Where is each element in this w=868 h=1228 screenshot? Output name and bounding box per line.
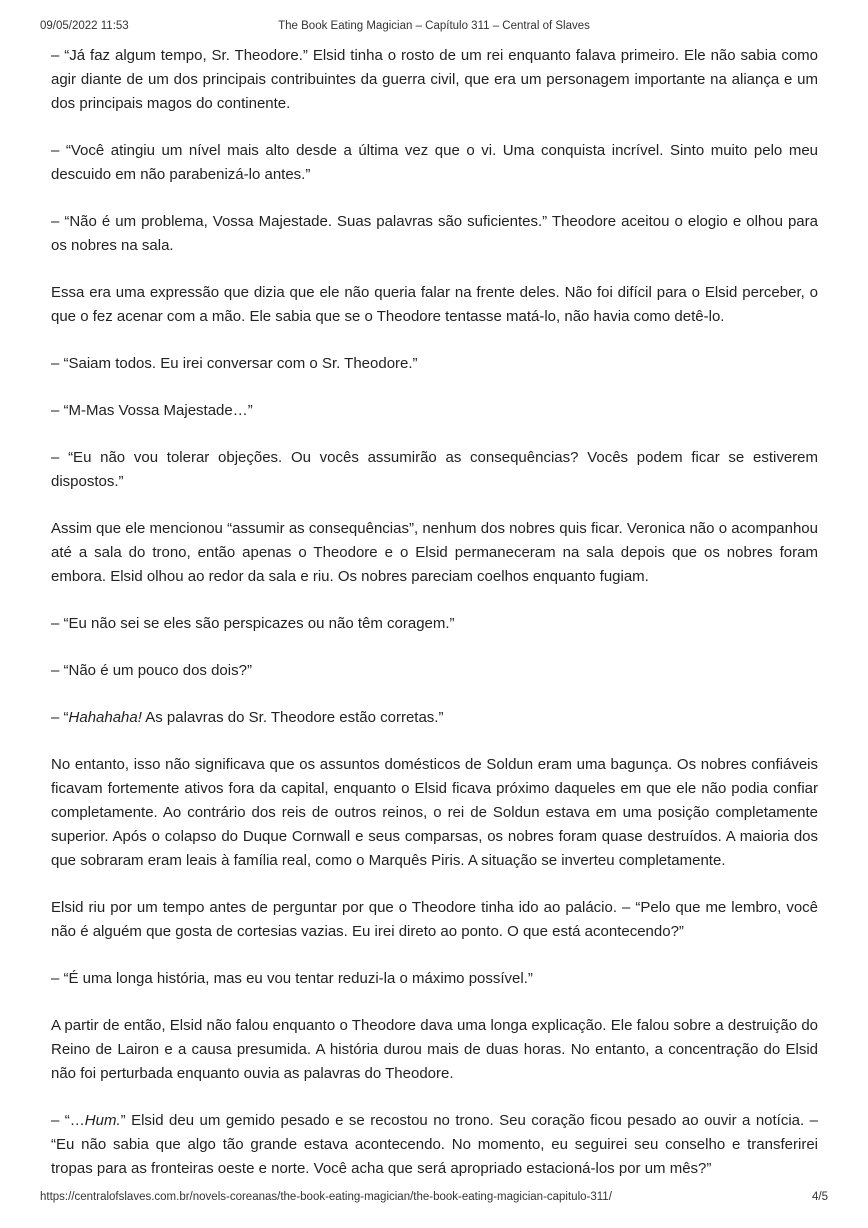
paragraph: Essa era uma expressão que dizia que ele não queria falar na frente deles. Não foi difícil para o Elsid perceber, o que o fez acenar com a mão. Ele sabia que se o Theodore tentasse matá-lo, não havia como detê-lo. xyxy=(51,284,818,325)
page-header xyxy=(0,20,868,36)
paragraph: – “Você atingiu um nível mais alto desde a última vez que o vi. Uma conquista incrível. Sinto muito pelo meu descuido em não parabenizá-lo antes.” xyxy=(51,142,818,183)
paragraph: Elsid riu por um tempo antes de perguntar por que o Theodore tinha ido ao palácio. – “Pelo que me lembro, você não é alguém que gosta de cortesias vazias. Eu irei direto ao ponto. O que está acontecendo?” xyxy=(51,899,818,940)
paragraph: – “É uma longa história, mas eu vou tentar reduzi-la o máximo possível.” xyxy=(51,970,533,987)
source-url[interactable]: https://centralofslaves.com.br/novels-coreanas/the-book-eating-magician/the-book-eating-magician-capitulo-311/ xyxy=(40,1191,612,1203)
page-title: The Book Eating Magician – Capítulo 311 – Central of Slaves xyxy=(278,20,590,32)
paragraph: – “…Hum.” Elsid deu um gemido pesado e se recostou no trono. Seu coração ficou pesado ao ouvir a notícia. – “Eu não sabia que algo tão grande estava acontecendo. No momento, eu seguirei seu conselho e transferirei tropas para as fronteiras oeste e norte. Você acha que será apropriado estacioná-los por um mês?” xyxy=(51,1112,818,1177)
paragraph: – “Eu não vou tolerar objeções. Ou vocês assumirão as consequências? Vocês podem ficar se estiverem dispostos.” xyxy=(51,449,818,490)
paragraph: – “M-Mas Vossa Majestade…” xyxy=(51,402,253,419)
paragraph: – “Saiam todos. Eu irei conversar com o Sr. Theodore.” xyxy=(51,355,418,372)
paragraph: – “Já faz algum tempo, Sr. Theodore.” Elsid tinha o rosto de um rei enquanto falava primeiro. Ele não sabia como agir diante de um dos principais contribuintes da guerra civil, que era um personagem importante na aliança e um dos principais magos do continente. xyxy=(51,47,818,112)
paragraph: – “Não é um pouco dos dois?” xyxy=(51,662,252,679)
paragraph: – “Eu não sei se eles são perspicazes ou não têm coragem.” xyxy=(51,615,455,632)
page-number: 4/5 xyxy=(812,1191,828,1203)
emphasis: Hum. xyxy=(84,1112,121,1129)
paragraph: A partir de então, Elsid não falou enquanto o Theodore dava uma longa explicação. Ele falou sobre a destruição do Reino de Lairon e a causa presumida. A história durou mais de duas horas. No entanto, a concentração do Elsid não foi perturbada enquanto ouvia as palavras do Theodore. xyxy=(51,1017,818,1082)
emphasis: Hahahaha! xyxy=(68,709,142,726)
paragraph: – “Não é um problema, Vossa Majestade. Suas palavras são suficientes.” Theodore aceitou o elogio e olhou para os nobres na sala. xyxy=(51,213,818,254)
print-date: 09/05/2022 11:53 xyxy=(40,20,129,32)
page-footer xyxy=(0,1191,868,1207)
paragraph: – “Hahahaha! As palavras do Sr. Theodore estão corretas.” xyxy=(51,709,444,726)
paragraph: Assim que ele mencionou “assumir as consequências”, nenhum dos nobres quis ficar. Veronica não o acompanhou até a sala do trono, então apenas o Theodore e o Elsid permaneceram na sala depois que os nobres foram embora. Elsid olhou ao redor da sala e riu. Os nobres pareciam coelhos enquanto fugiam. xyxy=(51,520,818,585)
chapter-text xyxy=(51,44,818,1204)
paragraph: No entanto, isso não significava que os assuntos domésticos de Soldun eram uma bagunça. Os nobres confiáveis ficavam fortemente ativos fora da capital, enquanto o Elsid ficava próximo daqueles em que ele não podia confiar completamente. Ao contrário dos reis de outros reinos, o rei de Soldun estava em uma posição completamente superior. Após o colapso do Duque Cornwall e seus comparsas, os nobres foram quase destruídos. A maioria dos que sobraram eram leais à família real, como o Marquês Piris. A situação se inverteu completamente. xyxy=(51,756,818,869)
